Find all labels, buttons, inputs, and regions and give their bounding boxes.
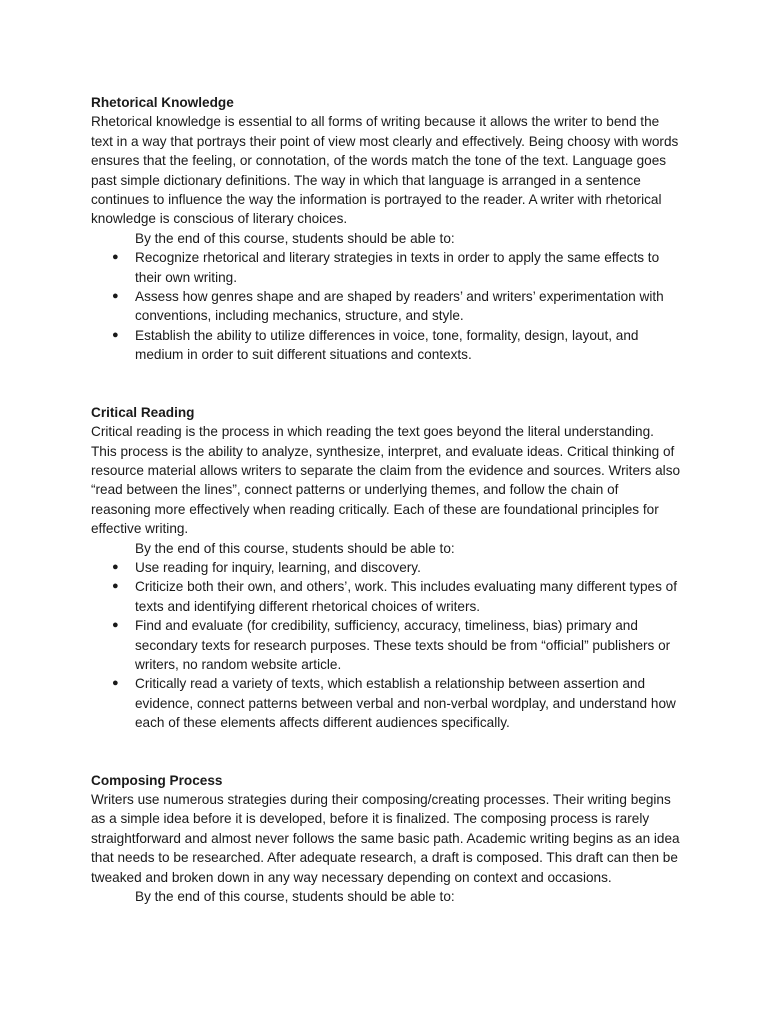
list-item [91,326,681,365]
list-item [91,287,681,326]
outcomes-intro: By the end of this course, students should be able to: [135,889,455,905]
section-composing-process [91,771,681,907]
outcomes-intro: By the end of this course, students should be able to: [135,230,455,246]
bullet-icon: ● [112,619,119,632]
bullet-icon: ● [112,251,119,264]
section-heading: Composing Process [91,772,223,788]
list-item-text: Find and evaluate (for credibility, sufficiency, accuracy, timeliness, bias) primary and secondary texts for research purposes. These texts should be from “official” publishers or writers, no random website article. [135,618,671,672]
list-item [91,248,681,287]
list-item-text: Assess how genres shape and are shaped by readers’ and writers’ experimentation with conventions, including mechanics, structure, and style. [135,289,664,324]
section-heading: Critical Reading [91,404,195,420]
bullet-icon: ● [112,677,119,690]
bullet-icon: ● [112,290,119,303]
list-item-text: Recognize rhetorical and literary strategies in texts in order to apply the same effects to their own writing. [135,250,660,285]
list-item-text: Criticize both their own, and others’, work. This includes evaluating many different types of texts and identifying different rhetorical choices of writers. [135,579,678,614]
section-paragraph: Critical reading is the process in which reading the text goes beyond the literal understanding. This process is the ability to analyze, synthesize, interpret, and evaluate ideas. Critical thinking of resource material allows writers to separate the claim from the evidence and sources. Writers also “read between the lines”, connect patterns or underlying themes, and follow the chain of reasoning more effectively when reading critically. Each of these are foundational principles for effective writing. [91,424,681,537]
outcomes-intro: By the end of this course, students should be able to: [135,540,455,556]
list-item-text: Critically read a variety of texts, which establish a relationship between assertion and evidence, connect patterns between verbal and non-verbal wordplay, and understand how each of these elements affects different audiences specifically. [135,676,676,731]
bullet-icon: ● [112,560,119,573]
outcomes-list [91,248,681,364]
section-heading: Rhetorical Knowledge [91,95,234,110]
section-critical-reading [91,403,681,733]
document-page [91,93,681,906]
section-paragraph: Writers use numerous strategies during their composing/creating processes. Their writing begins as a simple idea before it is developed, before it is finalized. The composing process is rarely straightforward and almost never follows the same basic path. Academic writing begins as an idea that needs to be researched. After adequate research, a draft is composed. This draft can then be tweaked and broken down in any way necessary depending on context and occasions. [91,792,680,885]
section-rhetorical-knowledge [91,93,681,365]
list-item [91,558,681,577]
list-item [91,616,681,674]
list-item [91,577,681,616]
list-item-text: Establish the ability to utilize differences in voice, tone, formality, design, layout, and medium in order to suit different situations and contexts. [135,327,639,363]
list-item-text: Use reading for inquiry, learning, and discovery. [135,559,421,575]
bullet-icon: ● [112,580,119,593]
list-item [91,674,681,732]
bullet-icon: ● [112,328,119,341]
outcomes-list [91,558,681,733]
section-paragraph: Rhetorical knowledge is essential to all forms of writing because it allows the writer to bend the text in a way that portrays their point of view most clearly and effectively. Being choosy with words ensures that the feeling, or connotation, of the words match the tone of the text. Language goes past simple dictionary definitions. The way in which that language is arranged in a sentence continues to influence the way the information is portrayed to the reader. A writer with rhetorical knowledge is conscious of literary choices. [91,114,679,227]
